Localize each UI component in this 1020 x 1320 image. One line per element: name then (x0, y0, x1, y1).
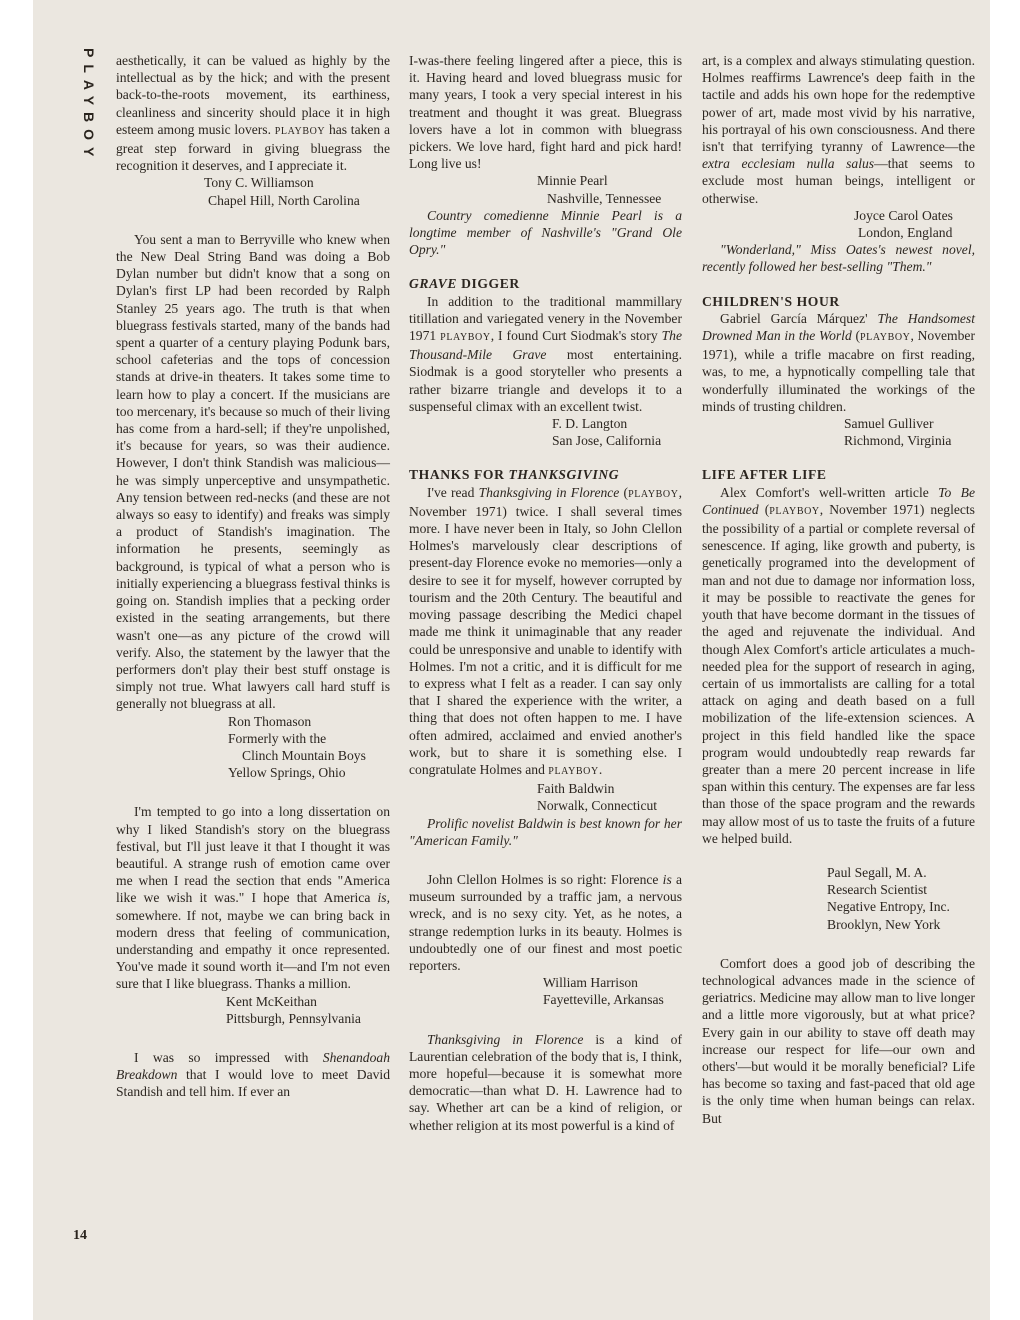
letter-paragraph: I was so impressed with Shenandoah Breakdown that I would love to meet David Standish and tell him. If ever an (116, 1049, 390, 1100)
magazine-mention: PLAYBOY (859, 332, 911, 344)
section-heading: GRAVE DIGGER (409, 276, 520, 292)
letter-paragraph: Thanksgiving in Florence is a kind of Laurentian celebration of the body that is, I think, more hopeful—because it is somewhat more democratic—than what D. H. Lawrence had to say. Whether art can be a kind of religion, or whether religion at its most powerful is a kind of (409, 1031, 683, 1133)
section-heading: LIFE AFTER LIFE (702, 467, 827, 483)
column-2 (409, 52, 682, 1134)
magazine-mention: PLAYBOY (274, 125, 326, 137)
letter-signature: Faith Baldwin Norwalk, Connecticut (537, 781, 658, 814)
letter-paragraph: art, is a complex and always stimulating question. Holmes reaffirms Lawrence's deep faith in the tactile and adds his own hope for the redemptive power of art, made most vivid by his narrative, his portrayal of his own consciousness. And there isn't that terrifying tyranny of Lawrence—the extra ecclesiam nulla salus—that seems to exclude most human beings, intelligent or otherwise. (702, 53, 975, 206)
letter-signature: Samuel Gulliver Richmond, Virginia (844, 416, 952, 449)
section-heading: CHILDREN'S HOUR (702, 293, 840, 309)
letter-paragraph: John Clellon Holmes is so right: Florence is a museum surrounded by a traffic jam, a nervous wreck, and is no sexy city. Yet, as he notes, a strange redemption lurks in its beauty. Holmes is undoubtedly one of our finest and most poetic reporters. (409, 871, 682, 973)
page-number: 14 (73, 1228, 87, 1243)
editor-note: Country comedienne Minnie Pearl is a longtime member of Nashville's "Grand Ole Opry." (409, 207, 682, 258)
letter-paragraph: Comfort does a good job of describing the technological advances made in the science of geriatrics. Medicine may allow man to live longer and a little more vigorously, but at what price? Every gain in our ability to stave off death may increase our respect for life—our own and others'—but would it be morally beneficial? Life has become so taxing and fast-paced that old age is the only time when human beings can relax. But (702, 955, 975, 1126)
letter-signature: William Harrison Fayetteville, Arkansas (543, 975, 664, 1008)
magazine-name: PLAYBOY (81, 48, 97, 164)
editor-note: Prolific novelist Baldwin is best known for her "American Family." (409, 815, 682, 848)
letter-signature: Ron Thomason Formerly with the Clinch Mountain Boys Yellow Springs, Ohio (228, 713, 366, 781)
magazine-mention: PLAYBOY (548, 765, 599, 777)
magazine-mention: PLAYBOY (440, 332, 491, 344)
letter-paragraph: Alex Comfort's well-written article To Be Continued (PLAYBOY, November 1971) neglects the possibility of a partial or complete reversal of senescence. If aging, like growth and puberty, is genetically programed into the development of man and not due to damage nor information loss, it may be possible to reactivate the genes for youth that have become dormant in the tissues of the aged and rejuvenate the individual. And though Alex Comfort's article articulates a much-needed plea for the support of research in aging, certain of us immortalists are calling for a total attack on aging and death based on a full mobilization of the life-extension sciences. A project in this field handled like the space program would undoubtedly reap rewards far greater than a mere 20 percent increase in life span within this century. The expenses are far less than those of the space program and the rewards may allow most of us to taste the fruits of a future we helped build. (702, 484, 975, 846)
letter-paragraph: I-was-there feeling lingered after a piece, this is it. Having heard and loved bluegrass music for many years, I took a very special interest in his treatment and thought it was great. Bluegrass lovers have a lot in common with bluegrass pickers. We love hard, fight hard and pick hard! Long live us! (409, 53, 682, 172)
magazine-name-vertical (77, 48, 97, 208)
magazine-mention: PLAYBOY (769, 505, 820, 517)
editor-note: "Wonderland," Miss Oates's newest novel, recently followed her best-selling "Them." (702, 242, 975, 275)
letter-signature: Paul Segall, M. A. Research Scientist Negative Entropy, Inc. Brooklyn, New York (827, 864, 950, 932)
column-1 (116, 52, 390, 1101)
magazine-page (33, 0, 990, 1320)
column-3 (702, 52, 975, 1127)
letter-paragraph: In addition to the traditional mammillary titillation and variegated venery in the November 1971 PLAYBOY, I found Curt Siodmak's story The Thousand-Mile Grave most entertaining. Siodmak is a good storyteller who presents a rather bizarre triangle and develops it to a suspenseful climax with an excellent twist. (409, 293, 682, 414)
letter-paragraph: I've read Thanksgiving in Florence (PLAYBOY, November 1971) twice. I shall several times more. I have never been in Italy, so John Clellon Holmes's marvelously clear descriptions of present-day Florence evoke no memories—only a desire to see it for myself, however corrupted by tourism and the 20th Century. The beautiful and moving passage describing the Medici chapel made me think it unimaginable that any reader could be unresponsive and unable to identify with Holmes. I'm not a critic, and it is difficult for me to express what I felt as a reader. I can say only that I shared the experience with the writer, a thing that does not often happen to me. I have often admired, acclaimed and envied another's work, but to share it is something else. I congratulate Holmes and PLAYBOY. (409, 484, 682, 777)
magazine-mention: PLAYBOY (628, 488, 679, 500)
letter-signature: F. D. Langton San Jose, California (552, 416, 662, 449)
letter-signature: Kent McKeithan Pittsburgh, Pennsylvania (226, 993, 361, 1026)
letter-paragraph: aesthetically, it can be valued as highly by the intellectual as by the hick; and with the present back-to-the-roots movement, its earthiness, cleanliness and sincerity should place it in high esteem among music lovers. PLAYBOY has taken a great step forward in giving bluegrass the recognition it deserves, and I appreciate it. (116, 53, 390, 174)
letter-signature: Tony C. Williamson Chapel Hill, North Carolina (204, 175, 360, 208)
letter-paragraph: I'm tempted to go into a long dissertation on why I liked Standish's story on the bluegrass festival, but I'll just leave it that I thought it was beautiful. A strange rush of emotion came over me when I read the section that ends "America like we wish it was." I hope that America is, somewhere. If not, maybe we can bring back in modern dress that feeling of communication, understanding and empathy it once represented. You've made it sound worth it—and I'm not even sure that I like bluegrass. Thanks a million. (116, 804, 390, 992)
letter-paragraph: Gabriel García Márquez' The Handsomest Drowned Man in the World (PLAYBOY, November 1971), while a trifle macabre on first reading, was, to me, a hypnotically compelling tale that wonderfully illuminated the workings of the minds of trusting children. (702, 310, 975, 414)
section-heading: THANKS FOR THANKSGIVING (409, 467, 620, 483)
letter-signature: Joyce Carol Oates London, England (854, 207, 953, 241)
letter-signature: Minnie Pearl Nashville, Tennessee (537, 173, 662, 206)
letter-paragraph: You sent a man to Berryville who knew when the New Deal String Band was doing a Bob Dylan number but didn't know that a song on Dylan's first LP had been recorded by Ralph Stanley 25 years ago. The truth is that when bluegrass festivals started, many of the bands had spent a quarter of a century playing Podunk bars, school cafeterias and the tops of concession stands at drive-in theaters. It takes some time to learn how to play a concert. If the musicians are too mercenary, it's because so much of their living has come from a hard-sell; if they're unpolished, it's because for years, so was their audience. However, I don't think Standish was malicious—he was simply unperceptive and unsympathetic. Any tension between red-necks (and these are not always so easy to identify) and freaks was simply a product of Standish's imagination. The information he presents, seemingly as background, is typical of what a person who is initially experiencing a bluegrass festival thinks is going on. Standish implies that a pecking order existed in the seating arrangements, but there wasn't one—as any picture of the crowd will verify. Also, the statement by the lawyer that the performers don't play their best stuff onstage is simply not true. What lawyers call hard stuff is generally not bluegrass at all. (116, 231, 390, 712)
